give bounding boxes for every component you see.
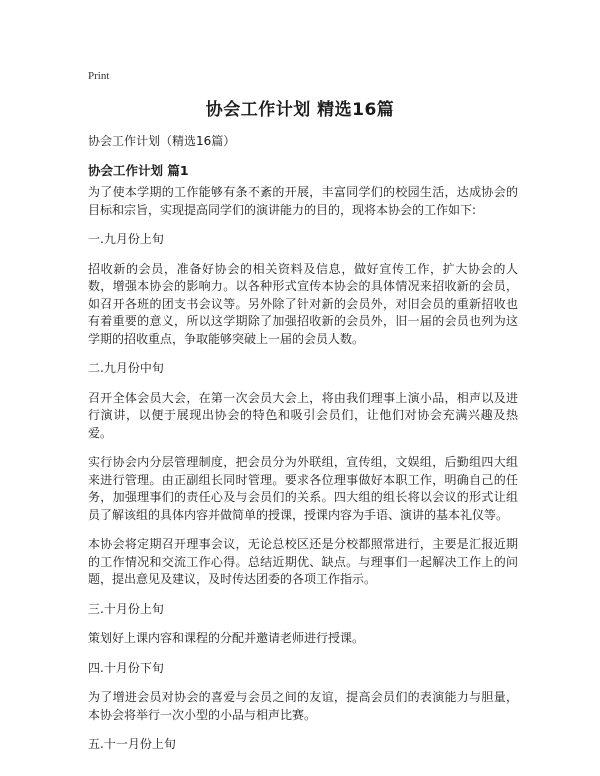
block-heading-3: 三.十月份上旬 bbox=[88, 601, 164, 616]
block-heading-1: 一.九月份上旬 bbox=[88, 232, 164, 246]
block-heading-4: 四.十月份下旬 bbox=[88, 660, 164, 675]
block-heading-5: 五.十一月份上旬 bbox=[88, 737, 176, 751]
block-2-paragraph-1: 召开全体会员大会，在第一次会员大会上，将由我们理事上演小品，相声以及进行演讲，以便于展现出协会的特色和吸引会员们，让他们对协会充满兴趣及热爱。 bbox=[88, 390, 518, 440]
print-label[interactable]: Print bbox=[88, 70, 110, 82]
block-2-paragraph-3: 本协会将定期召开理事会议，无论总校区还是分校都照常进行，主要是汇报近期的工作情况和交流工作心得。总结近期优、缺点。与理事们一起解决工作上的问题，提出意见及建议，及时传达团委的各项工作指示。 bbox=[88, 537, 518, 586]
section-heading: 协会工作计划 篇1 bbox=[88, 163, 189, 178]
block-3-paragraph-1: 策划好上课内容和课程的分配并邀请老师进行授课。 bbox=[88, 631, 365, 645]
document-body bbox=[88, 184, 518, 766]
intro-paragraph: 为了使本学期的工作能够有条不紊的开展，丰富同学们的校园生活，达成协会的目标和宗旨，实现提高同学们的演讲能力的目的，现将本协会的工作如下: bbox=[88, 185, 518, 217]
page-title: 协会工作计划 精选16篇 bbox=[205, 100, 395, 120]
block-4-paragraph-1: 为了增进会员对协会的喜爱与会员之间的友谊，提高会员们的表演能力与胆量，本协会将举行一次小型的小品与相声比赛。 bbox=[88, 690, 518, 722]
block-1-paragraph-1: 招收新的会员，准备好协会的相关资料及信息，做好宣传工作，扩大协会的人数，增强本协会的影响力。以各种形式宣传本协会的具体情况来招收新的会员，如召开各班的团支书会议等。另外除了针对新的会员外，对旧会员的重新招收也有着重要的意义，所以这学期除了加强招收新的会员外，旧一届的会员也列为这学期的招收重点，争取能够突破上一届的会员人数。 bbox=[88, 261, 518, 346]
document-subtitle: 协会工作计划（精选16篇） bbox=[88, 134, 236, 148]
block-heading-2: 二.九月份中旬 bbox=[88, 361, 164, 375]
block-2-paragraph-2: 实行协会内分层管理制度，把会员分为外联组，宣传组，文娱组，后勤组四大组来进行管理。由正副组长同时管理。要求各位理事做好本职工作，明确自己的任务，加强理事们的责任心及与会员们的关系。四大组的组长将以会议的形式让组员了解该组的具体内容并做简单的授课，授课内容为手语、演讲的基本礼仪等。 bbox=[88, 455, 518, 522]
